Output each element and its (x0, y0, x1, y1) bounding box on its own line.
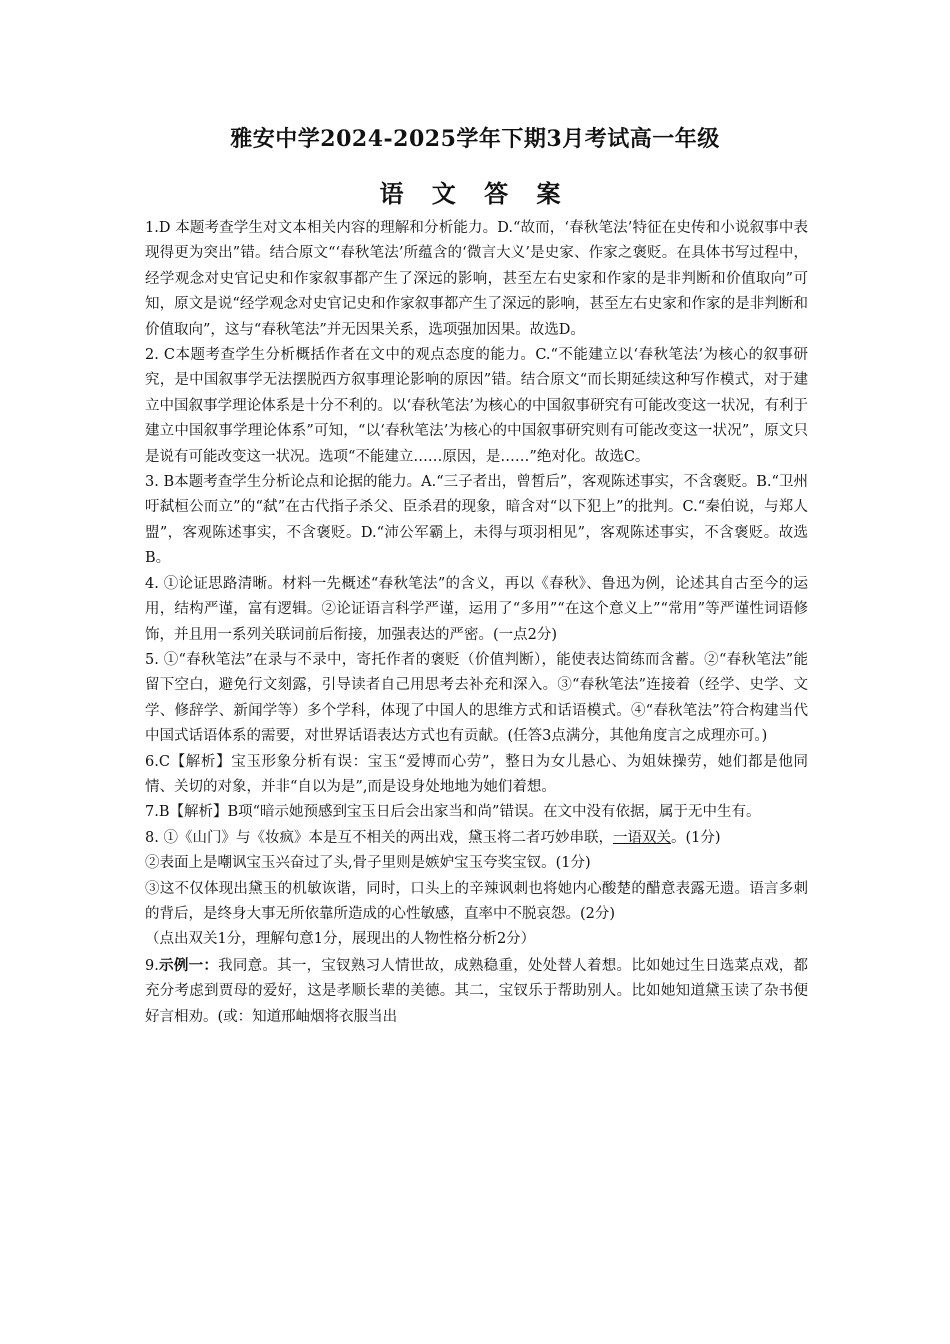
answer-8-part-1 (145, 826, 808, 851)
document-title: 雅安中学2024-2025学年下期3月考试高一年级 (230, 126, 720, 152)
document-subtitle: 语 文 答 案 (379, 179, 571, 208)
answer-9-number: 9. (145, 957, 159, 974)
answer-8-part-3: ③这不仅体现出黛玉的机敏诙谐，同时，口头上的辛辣讽刺也将她内心酸楚的醋意表露无遗。语言多刺的背后，是终身大事无所依靠所造成的心性敏感，直率中不脱哀怨。(2分) (145, 880, 808, 922)
answer-9-text: 我同意。其一，宝钗熟习人情世故，成熟稳重，处处替人着想。比如她过生日选菜点戏，都充分考虑到贾母的爱好，这是孝顺长辈的美德。其二，宝钗乐于帮助别人。比如她知道黛玉读了杂书便好言相劝。(或：知道邢岫烟将衣服当出 (145, 957, 809, 1025)
answer-5: 5. ①“春秋笔法”在录与不录中，寄托作者的褒贬（价值判断），能使表达简练而含蓄。②“春秋笔法”能留下空白，避免行文刻露，引导读者自己用思考去补充和深入。③“春秋笔法”连接着（经学、史学、文学、修辞学、新闻学等）多个学科，体现了中国人的思维方式和话语模式。④“春秋笔法”符合构建当代中国式话语体系的需要，对世界话语表达方式也有贡献。(任答3点满分，其他角度言之成理亦可。) (145, 651, 808, 745)
answer-4: 4. ①论证思路清晰。材料一先概述“春秋笔法”的含义，再以《春秋》、鲁迅为例，论述其自古至今的运用，结构严谨，富有逻辑。②论证语言科学严谨，运用了“多用”“在这个意义上”“常用”等严谨性词语修饰，并且用一系列关联词前后衔接，加强表达的严密。(一点2分) (145, 575, 808, 643)
answer-8-underlined: 一语双关 (612, 829, 671, 846)
answer-9-label: 示例一： (158, 956, 219, 974)
answer-8-part-2: ②表面上是嘲讽宝玉兴奋过了头,骨子里则是嫉妒宝玉夸奖宝钗。(1分) (145, 855, 591, 872)
answer-8-text: 8. ①《山门》与《妆疯》本是互不相关的两出戏，黛玉将二者巧妙串联， (145, 829, 613, 846)
answer-8-score: 。(1分) (670, 829, 721, 846)
answer-3: 3. B本题考查学生分析论点和论据的能力。A.“三子者出，曾皙后”，客观陈述事实，不含褒贬。B.“卫州吁弑桓公而立”的“弑”在古代指子杀父、臣杀君的现象，暗含对“以下犯上”的批判。C.“秦伯说，与郑人盟”，客观陈述事实，不含褒贬。D.“沛公军霸上，未得与项羽相见”，客观陈述事实，不含褒贬。故选B。 (145, 474, 808, 567)
answer-9 (145, 953, 808, 1030)
answer-6: 6.C【解析】宝玉形象分析有误：宝玉“爱博而心劳”，整日为女儿悬心、为姐妹操劳，她们都是他同情、关切的对象，并非“自以为是”,而是设身处地地为她们着想。 (145, 753, 808, 795)
answer-8-scoring-note: （点出双关1分，理解句意1分，展现出的人物性格分析2分） (145, 931, 536, 948)
answer-content (145, 216, 808, 1030)
answer-2: 2. C本题考查学生分析概括作者在文中的观点态度的能力。C.“不能建立以‘春秋笔法’为核心的叙事研究，是中国叙事学无法摆脱西方叙事理论影响的原因”错。结合原文“而长期延续这种写作模式，对于建立中国叙事学理论体系是十分不利的。以‘春秋笔法’为核心的中国叙事研究有可能改变这一状况，有利于建立中国叙事学理论体系”可知，“以‘春秋笔法’为核心的中国叙事研究则有可能改变这一状况”，原文只是说有可能改变这一状况。选项“不能建立……原因，是……”绝对化。故选C。 (145, 347, 808, 465)
answer-1: 1.D 本题考查学生对文本相关内容的理解和分析能力。D.“故而，‘春秋笔法’特征在史传和小说叙事中表现得更为突出”错。结合原文“‘春秋笔法’所蕴含的‘微言大义’是史家、作家之褒贬。在具体书写过程中，经学观念对史官记史和作家叙事都产生了深远的影响，甚至左右史家和作家的是非判断和价值取向”可知，原文是说“经学观念对史官记史和作家叙事都产生了深远的影响，甚至左右史家和作家的是非判断和价值取向”，这与“春秋笔法”并无因果关系，选项强加因果。故选D。 (145, 220, 808, 338)
answer-7: 7.B【解析】B项“暗示她预感到宝玉日后会出家当和尚”错误。在文中没有依据，属于无中生有。 (145, 804, 761, 821)
